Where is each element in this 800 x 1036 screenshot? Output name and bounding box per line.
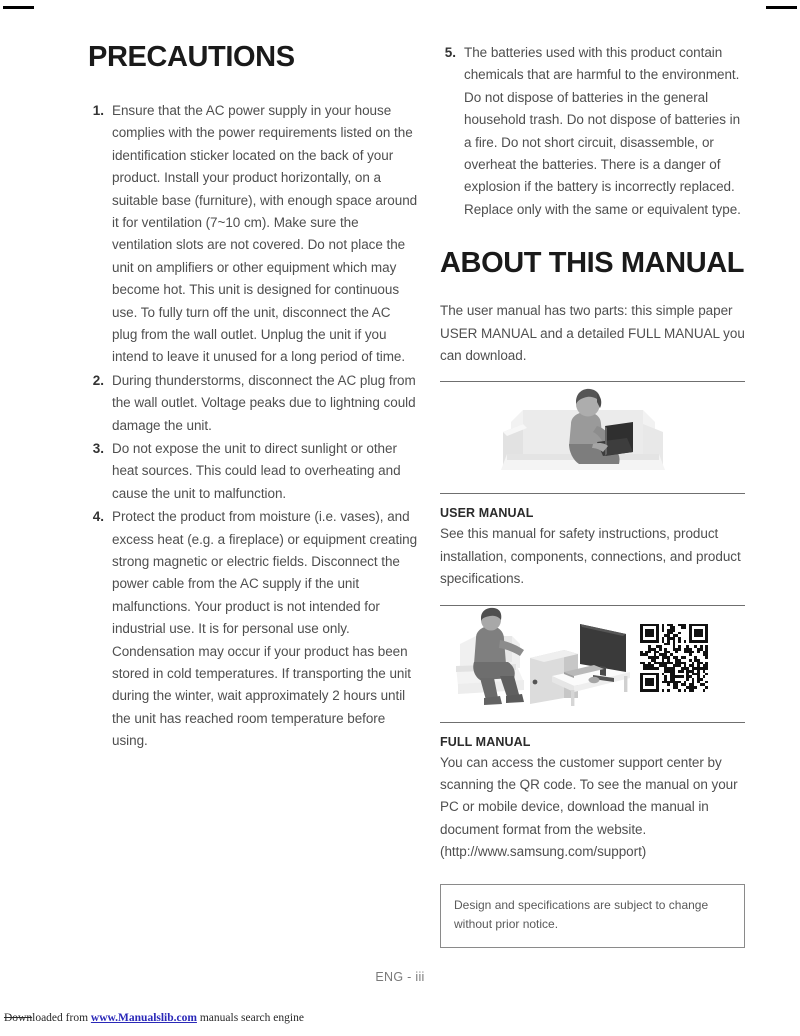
divider-below-full-manual-illustration — [440, 722, 745, 723]
watermark-prefix-struck: Down — [4, 1012, 33, 1024]
precautions-list — [88, 100, 418, 753]
list-item-number: 1. — [92, 102, 104, 118]
support-qr-code[interactable] — [640, 624, 708, 692]
list-item — [440, 42, 745, 221]
list-item-text: During thunderstorms, disconnect the AC plug from the wall outlet. Voltage peaks due to lightning could damage the unit. — [112, 372, 416, 433]
list-item — [88, 506, 418, 752]
list-item — [88, 438, 418, 505]
list-item-text: Do not expose the unit to direct sunlight or other heat sources. This could lead to overheating and cause the unit to malfunction. — [112, 440, 401, 501]
list-item-number: 4. — [92, 509, 104, 525]
list-item-text: Ensure that the AC power supply in your house complies with the power requirements listed on the identification sticker located on the back of your product. Install your product horizontally, on a suitable base (furniture), with enough space around it for ventilation (7~10 cm). Make sure the ventilation slots are not covered. Do not place the unit on amplifiers or other equipment which may become hot. This unit is designed for continuous use. To fully turn off the unit, disconnect the AC plug from the wall outlet. Unplug the unit if you intend to leave it unused for a long period of time. — [112, 102, 418, 365]
list-item — [88, 370, 418, 437]
list-item-number: 5. — [444, 45, 456, 60]
about-manual-intro: The user manual has two parts: this simple paper USER MANUAL and a detailed FULL MANUAL you can download. — [440, 303, 745, 363]
full-manual-illustration — [440, 606, 745, 708]
page-number-footer: ENG - iii — [375, 970, 425, 984]
person-reading-manual-on-sofa-icon — [493, 382, 693, 479]
notice-text: Design and specifications are subject to change without prior notice. — [454, 897, 709, 931]
list-item-number: 3. — [92, 440, 104, 456]
list-item-number: 2. — [92, 372, 104, 388]
list-item-text: The batteries used with this product contain chemicals that are harmful to the environment. Do not dispose of batteries in the general household trash. Do not dispose of batteries in a fire. Do not short circuit, disassemble, or overheat the batteries. There is a danger of explosion if the battery is incorrectly replaced. Replace only with the same or equivalent type. — [464, 45, 741, 217]
watermark-prefix: loaded from — [32, 1012, 91, 1024]
right-column — [440, 0, 745, 948]
left-column — [88, 0, 418, 948]
section-title-about-this-manual: ABOUT THIS MANUAL — [440, 247, 745, 280]
page-title-precautions: PRECAUTIONS — [88, 41, 295, 73]
user-manual-label: USER MANUAL — [440, 506, 534, 521]
list-item-text: Protect the product from moisture (i.e. vases), and excess heat (e.g. a fireplace) or equipment creating strong magnetic or electric fields. Disconnect the power cable from the AC supply if the unit malfunctions. Your product is not intended for industrial use. It is for personal use only. Condensation may occur if your product has been stored in cold temperatures. If transporting the unit during the winter, wait approximately 2 hours until the unit has reached room temperature before using. — [112, 509, 418, 749]
user-manual-illustration — [440, 382, 745, 479]
full-manual-description: You can access the customer support center by scanning the QR code. To see the manual on your PC or mobile device, download the manual in document format from the website. (http://www.samsung.com/support) — [440, 754, 738, 860]
user-manual-description: See this manual for safety instructions, product installation, components, connections, and product specifications. — [440, 526, 741, 587]
qr-code-modules — [640, 624, 708, 692]
manualslib-watermark — [0, 1012, 800, 1036]
notice-box — [440, 884, 745, 948]
full-manual-label: FULL MANUAL — [440, 734, 531, 749]
precautions-list-continued — [440, 42, 745, 221]
manualslib-link[interactable]: www.Manualslib.com — [90, 1012, 197, 1024]
divider-below-user-manual-illustration — [440, 493, 745, 494]
list-item — [88, 100, 418, 369]
watermark-suffix: manuals search engine — [196, 1012, 304, 1024]
person-at-desk-with-monitor-icon — [454, 606, 634, 708]
